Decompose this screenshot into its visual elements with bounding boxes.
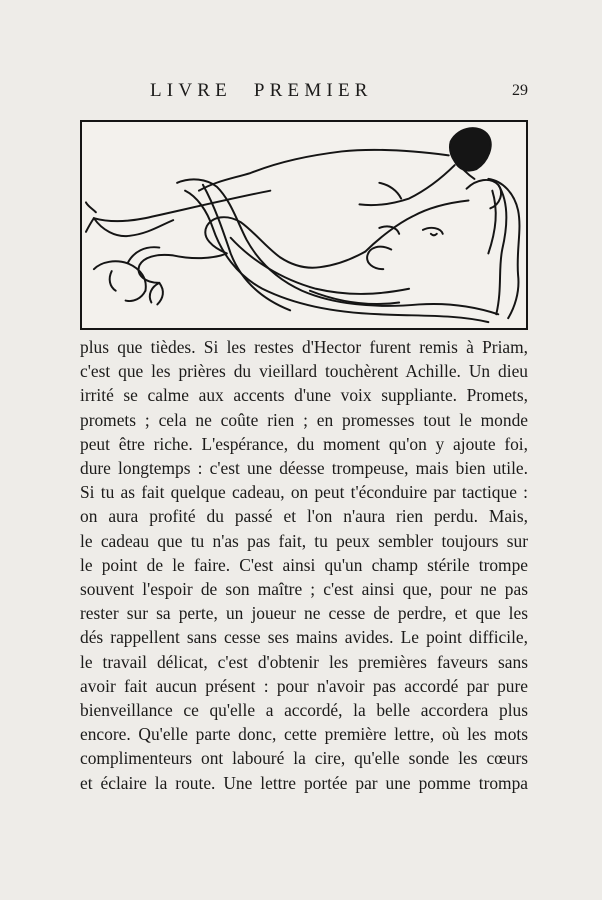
text-line: peut être riche. L'espérance, du moment qu'on y ajoute foi, bbox=[80, 433, 528, 454]
body-text bbox=[80, 335, 528, 795]
book-title: LIVRE PREMIER bbox=[150, 80, 373, 101]
text-line: plus que tièdes. Si les restes d'Hector furent remis à Priam, bbox=[80, 337, 528, 357]
text-line: complimenteurs ont labouré la cire, qu'elle sonde les cœurs bbox=[80, 748, 528, 769]
text-line: promets ; cela ne coûte rien ; en promesses tout le monde bbox=[80, 409, 528, 430]
text-line: le cadeau que tu n'as pas fait, tu peux sembler toujours sur bbox=[80, 530, 528, 551]
text-line: on aura profité du passé et l'on n'aura rien perdu. Mais, bbox=[80, 506, 528, 527]
woodcut-illustration bbox=[80, 120, 528, 330]
text-line: souvent l'espoir de son maître ; c'est ainsi que, pour ne pas bbox=[80, 579, 528, 600]
text-line: encore. Qu'elle parte donc, cette première lettre, où les mots bbox=[80, 724, 528, 745]
text-line: irrité se calme aux accents d'une voix suppliante. Promets, bbox=[80, 385, 528, 406]
text-line: le travail délicat, c'est d'obtenir les premières faveurs sans bbox=[80, 651, 528, 672]
text-line: Si tu as fait quelque cadeau, on peut t'éconduire par tactique : bbox=[80, 482, 528, 503]
text-line: c'est que les prières du vieillard touchèrent Achille. Un dieu bbox=[80, 361, 528, 382]
text-line: bienveillance ce qu'elle a accordé, la belle accordera plus bbox=[80, 700, 528, 721]
text-line: rester sur sa perte, un joueur ne cesse de perdre, et que les bbox=[80, 603, 528, 624]
text-line: avoir fait aucun présent : pour n'avoir pas accordé par pure bbox=[80, 675, 528, 696]
text-line: le point de le faire. C'est ainsi qu'un champ stérile trompe bbox=[80, 554, 528, 575]
text-line: et éclaire la route. Une lettre portée par une pomme trompa bbox=[80, 772, 528, 793]
running-head bbox=[80, 80, 528, 110]
page-number: 29 bbox=[512, 82, 528, 99]
text-line: dure longtemps : c'est une déesse trompeuse, mais bien utile. bbox=[80, 458, 528, 479]
text-line: dés rappellent sans cesse ses mains avides. Le point difficile, bbox=[80, 627, 528, 648]
embracing-figures-woodcut-icon bbox=[82, 122, 526, 328]
